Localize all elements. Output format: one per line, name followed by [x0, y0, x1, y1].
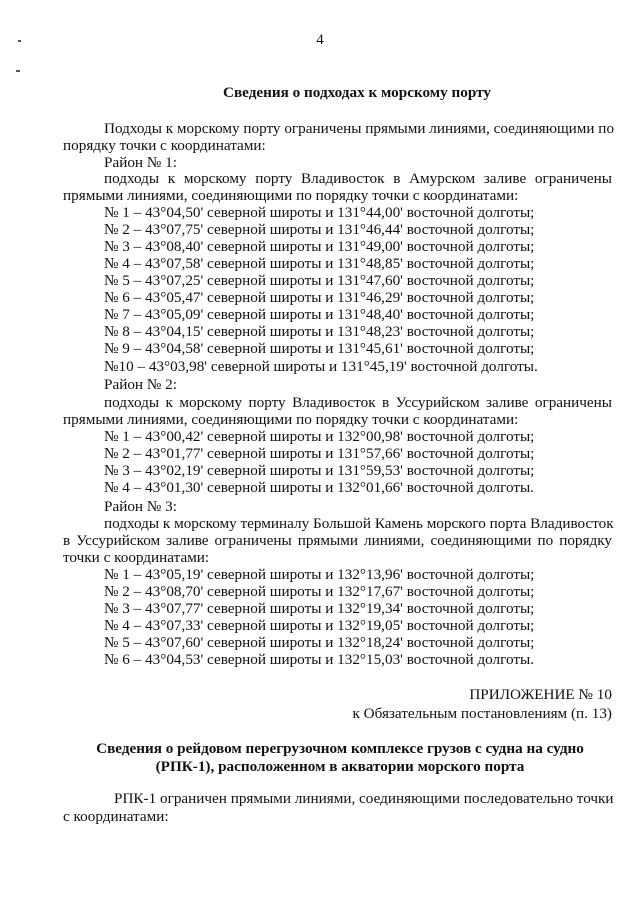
- appendix-subtitle: к Обязательным постановлениям (п. 13): [352, 705, 612, 722]
- coordinate-point: № 1 – 43°00,42' северной широты и 132°00,98' восточной долготы;: [104, 428, 535, 445]
- coordinate-point: № 5 – 43°07,25' северной широты и 131°47,60' восточной долготы;: [104, 272, 535, 289]
- district-description: прямыми линиями, соединяющими по порядку точки с координатами:: [63, 187, 519, 204]
- district-title: Район № 1:: [104, 154, 177, 171]
- coordinate-point: № 5 – 43°07,60' северной широты и 132°18,24' восточной долготы;: [104, 634, 535, 651]
- intro-line: Подходы к морскому порту ограничены прямыми линиями, соединяющими по: [104, 120, 615, 137]
- district-title: Район № 3:: [104, 498, 177, 515]
- margin-mark: [16, 70, 20, 72]
- coordinate-point: № 4 – 43°07,58' северной широты и 131°48,85' восточной долготы;: [104, 255, 535, 272]
- district-description: прямыми линиями, соединяющими по порядку точки с координатами:: [63, 411, 519, 428]
- section-title: Сведения о рейдовом перегрузочном комплексе грузов с судна на судно: [96, 740, 584, 757]
- section-text: РПК-1 ограничен прямыми линиями, соединяющими последовательно точки: [114, 790, 614, 807]
- coordinate-point: № 3 – 43°02,19' северной широты и 131°59,53' восточной долготы;: [104, 462, 535, 479]
- coordinate-point: № 2 – 43°07,75' северной широты и 131°46,44' восточной долготы;: [104, 221, 535, 238]
- coordinate-point: № 4 – 43°07,33' северной широты и 132°19,05' восточной долготы;: [104, 617, 535, 634]
- coordinate-point: № 1 – 43°05,19' северной широты и 132°13,96' восточной долготы;: [104, 566, 535, 583]
- coordinate-point: № 2 – 43°01,77' северной широты и 131°57,66' восточной долготы;: [104, 445, 535, 462]
- section-title: (РПК-1), расположенном в акватории морского порта: [155, 758, 525, 775]
- section-title: Сведения о подходах к морскому порту: [223, 84, 491, 101]
- district-description: подходы к морскому порту Владивосток в Уссурийском заливе ограничены: [104, 394, 612, 411]
- coordinate-point: № 7 – 43°05,09' северной широты и 131°48,40' восточной долготы;: [104, 306, 535, 323]
- district-description: точки с координатами:: [63, 549, 210, 566]
- coordinate-point: № 3 – 43°07,77' северной широты и 132°19,34' восточной долготы;: [104, 600, 535, 617]
- coordinate-point: № 6 – 43°05,47' северной широты и 131°46,29' восточной долготы;: [104, 289, 535, 306]
- district-description: в Уссурийском заливе ограничены прямыми линиями, соединяющими по порядку: [63, 532, 612, 549]
- coordinate-point: № 1 – 43°04,50' северной широты и 131°44,00' восточной долготы;: [104, 204, 535, 221]
- coordinate-point: № 8 – 43°04,15' северной широты и 131°48,23' восточной долготы;: [104, 323, 535, 340]
- coordinate-point: № 9 – 43°04,58' северной широты и 131°45,61' восточной долготы;: [104, 340, 535, 357]
- district-description: подходы к морскому терминалу Большой Камень морского порта Владивосток: [104, 515, 614, 532]
- coordinate-point: № 3 – 43°08,40' северной широты и 131°49,00' восточной долготы;: [104, 238, 535, 255]
- intro-line: порядку точки с координатами:: [63, 137, 266, 154]
- coordinate-point: № 4 – 43°01,30' северной широты и 132°01,66' восточной долготы.: [104, 479, 534, 496]
- district-description: подходы к морскому порту Владивосток в Амурском заливе ограничены: [104, 170, 612, 187]
- page-number: 4: [316, 32, 324, 48]
- coordinate-point: № 2 – 43°08,70' северной широты и 132°17,67' восточной долготы;: [104, 583, 535, 600]
- appendix-title: ПРИЛОЖЕНИЕ № 10: [469, 686, 612, 703]
- coordinate-point: №10 – 43°03,98' северной широты и 131°45,19' восточной долготы.: [104, 358, 538, 375]
- section-text: с координатами:: [63, 808, 169, 825]
- coordinate-point: № 6 – 43°04,53' северной широты и 132°15,03' восточной долготы.: [104, 651, 534, 668]
- district-title: Район № 2:: [104, 376, 177, 393]
